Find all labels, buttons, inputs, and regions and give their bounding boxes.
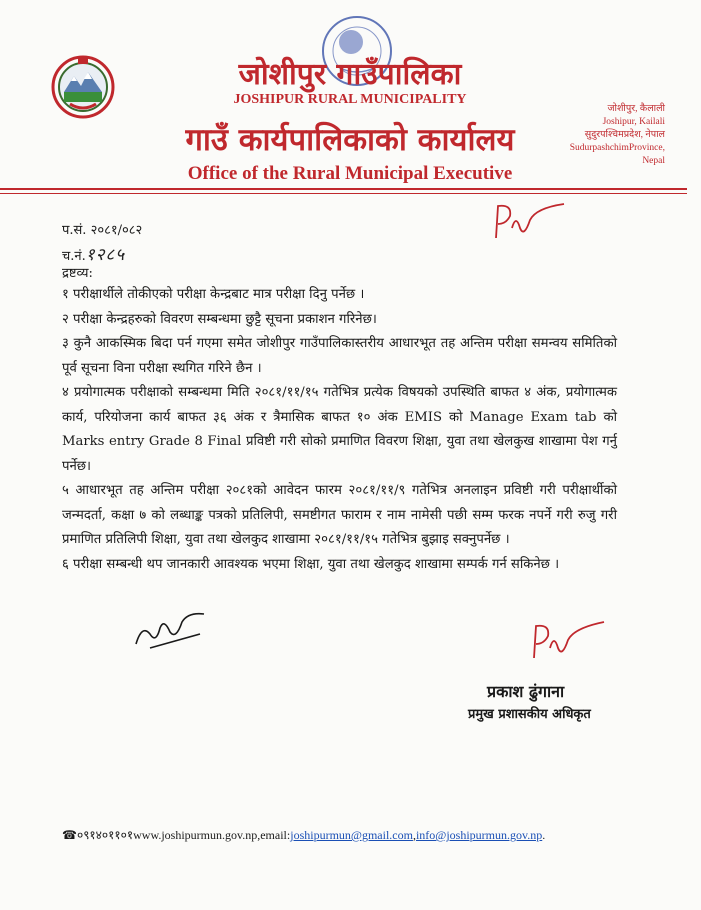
dispatch-number-handwritten: १२८५ (85, 245, 126, 265)
footer-contact (62, 826, 545, 843)
dispatch-number (62, 242, 125, 265)
footer-end: . (542, 828, 546, 842)
handwritten-signature (130, 604, 210, 658)
notice-point: ६ परीक्षा सम्बन्धी थप जानकारी आवश्यक भएमा शिक्षा, युवा तथा खेलकुद शाखामा सम्पर्क गर्न सकिनेछ । (62, 556, 560, 572)
office-address (515, 103, 665, 168)
initials-signature (488, 198, 568, 252)
phone-number: ०९१४०११०१ (76, 828, 134, 842)
notice-point: ५ आधारभूत तह अन्तिम परीक्षा २०८१को आवेदन फारम २०८१/११/९ गतेभित्र अनलाइन प्रविष्टी गरी परीक्षार्थीको जन्मदर्ता, कक्षा ७ को लब्धाङ्क पत्रको प्रतिलिपी, समष्टीगत फाराम र नाम नामेसी पछी सम्म फरक नपर्ने गरी रुजु गरी प्रमाणित प्रतिलिपी शिक्षा, युवा तथा खेलकुद शाखामा २०८१/११/१५ गतेभित्र बुझाइ सक्नुपर्नेछ । (62, 483, 617, 547)
nepal-emblem-icon (50, 52, 116, 122)
office-name-en: Office of the Rural Municipal Executive (187, 163, 513, 184)
address-line: SudurpashchimProvince, (569, 143, 665, 153)
address-line: Joshipur, Kailali (602, 117, 665, 127)
header-divider-thin (0, 193, 687, 194)
address-line: जोशीपुर, कैलाली (607, 104, 665, 114)
notice-point: ४ प्रयोगात्मक परीक्षाको सम्बन्धमा मिति २०८१/११/१५ गतेभित्र प्रत्येक विषयको उपस्थिति बाफत ४ अंक, प्रयोगात्मक कार्य, परियोजना कार्य बाफत ३६ अंक र त्रैमासिक बाफत १० अंक EMIS को Manage Exam tab को Marks entry Grade 8 Final प्रविष्टी गरी सोको प्रमाणित विवरण शिक्षा, युवा तथा खेलकुख शाखामा पेश गर्नु पर्नेछ। (62, 385, 617, 474)
footer-separator: , (412, 828, 416, 842)
fiscal-year-ref: प.सं. २०८१/०८२ (62, 223, 143, 238)
notice-point: ३ कुनै आकस्मिक बिदा पर्न गएमा समेत जोशीपुर गाउँपालिकास्तरीय आधारभूत तह अन्तिम परीक्षा समन्वय समितिको पूर्व सूचना विना परीक्षा स्थगित गरिने छैन । (62, 336, 617, 376)
address-line: सुदुरपश्चिमप्रदेश, नेपाल (584, 130, 665, 140)
notice-point: २ परीक्षा केन्द्रहरुको विवरण सम्बन्धमा छुट्टै सूचना प्रकाशन गरिनेछ। (62, 311, 377, 327)
signatory-name: प्रकाश ढुंगाना (487, 682, 565, 701)
email-link-gmail[interactable]: joshipurmun@gmail.com (290, 828, 413, 842)
header-divider (0, 188, 687, 190)
municipality-name-np: जोशीपुर गाउँपालिका (238, 57, 462, 92)
email-link-info[interactable]: info@joshipurmun.gov.np (415, 828, 543, 842)
address-line: Nepal (642, 156, 665, 166)
office-name-np: गाउँ कार्यपालिकाको कार्यालय (185, 122, 515, 158)
phone-icon: ☎ (62, 828, 77, 842)
signatory-title: प्रमुख प्रशासकीय अधिकृत (468, 707, 591, 722)
attention-label: द्रष्टव्य: (62, 266, 93, 281)
dispatch-number-label: च.नं. (62, 249, 86, 264)
officer-signature (528, 616, 608, 670)
notice-points (62, 283, 617, 577)
website-text: www.joshipurmun.gov.np,email: (133, 828, 291, 842)
notice-point: १ परीक्षार्थीले तोकीएको परीक्षा केन्द्रबाट मात्र परीक्षा दिनु पर्नेछ । (62, 287, 365, 302)
municipality-name-en: JOSHIPUR RURAL MUNICIPALITY (233, 92, 467, 107)
